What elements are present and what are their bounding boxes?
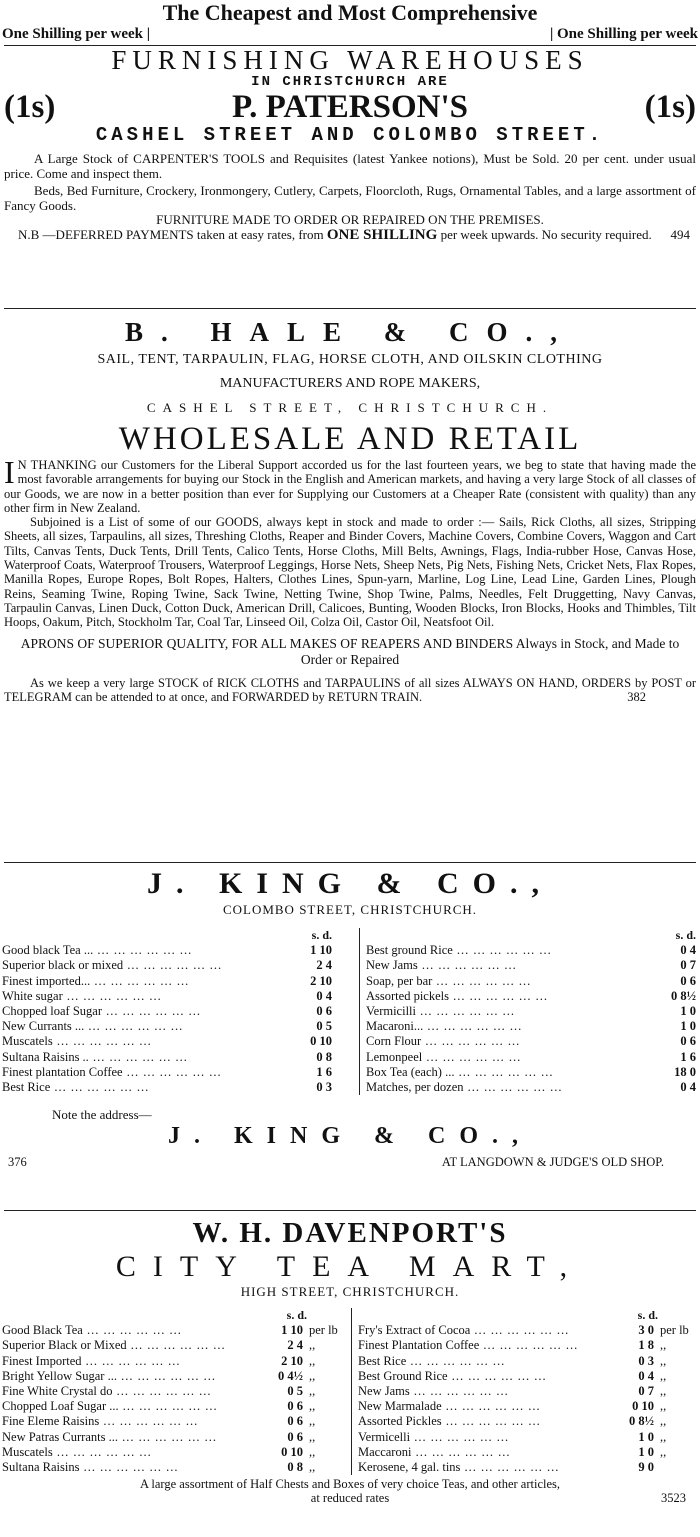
king-price-list [0, 918, 700, 1095]
paterson-made-to-order: FURNITURE MADE TO ORDER OR REPAIRED ON THE PREMISES. [156, 212, 544, 227]
king-advert [0, 866, 700, 1170]
item-price: 0 5 [287, 1384, 303, 1399]
hale-thanks: I N THANKING our Customers for the Liberal Support accorded us for the last fourteen years, we beg to state that having made the most favorable arrangements for buying our Stock in the English and American markets, and having a very large Stock of all classes of our Goods, we are now in a better position than ever for Supplying our Customers at a Cheaper Rate (consistent with quality) than any other firm in New Zealand. [4, 454, 696, 515]
king-right-column [359, 928, 696, 1095]
king-number: 376 [8, 1155, 27, 1170]
item-name: Chopped loaf Sugar ... [2, 1004, 278, 1019]
hale-line2: MANUFACTURERS AND ROPE MAKERS, [219, 376, 481, 391]
price-row [2, 958, 332, 973]
price-row [2, 1004, 332, 1019]
hale-advert [0, 316, 700, 704]
king-address: COLOMBO STREET, CHRISTCHURCH. [222, 902, 478, 917]
item-price: 0 8 [316, 1049, 332, 1064]
price-row [358, 1369, 698, 1384]
item-price: 3 0 [638, 1323, 654, 1338]
item-name: New Marmalade ... [358, 1399, 600, 1414]
hale-aprons: APRONS OF SUPERIOR QUALITY, FOR ALL MAKES OF REAPERS AND BINDERS Always in Stock, and Made to Order or Repaired [20, 635, 680, 667]
price-row [2, 1034, 332, 1049]
shilling-left: One Shilling per week | [2, 26, 151, 42]
price-row [366, 943, 696, 958]
item-unit [654, 1460, 698, 1475]
price-row [358, 1354, 698, 1369]
item-name: Best ground Rice ... [366, 943, 642, 958]
item-price: 1 10 [310, 943, 332, 958]
hale-number: 382 [627, 689, 646, 704]
price-left: (1s) [4, 89, 56, 125]
item-price: 0 6 [680, 1034, 696, 1049]
price-row [366, 1065, 696, 1080]
davenport-left-column [2, 1308, 347, 1475]
price-row [2, 943, 332, 958]
paterson-in-christchurch: IN CHRISTCHURCH ARE [251, 74, 449, 90]
item-price: 1 0 [638, 1429, 654, 1444]
item-unit: ,, [309, 1368, 316, 1383]
item-name: Finest Plantation Coffee ... [358, 1338, 600, 1353]
item-name: Best Ground Rice ... [358, 1369, 600, 1384]
item-name: Kerosene, 4 gal. tins ... [358, 1460, 600, 1475]
item-name: Assorted pickels ... [366, 989, 642, 1004]
item-name: White sugar ... [2, 989, 278, 1004]
price-row [2, 1414, 347, 1429]
item-unit: per lb [660, 1323, 689, 1338]
price-row [366, 989, 696, 1004]
item-price: 2 4 [287, 1338, 303, 1353]
king-left-column [2, 928, 332, 1095]
king-unit-header: s. d. [311, 928, 332, 942]
davenport-unit-header: s. d. [286, 1308, 307, 1322]
price-row [2, 1369, 347, 1384]
item-name: Macaroni... ... [366, 1019, 642, 1034]
item-name: Corn Flour ... [366, 1034, 642, 1049]
price-row [366, 974, 696, 989]
item-unit: ,, [309, 1444, 316, 1459]
item-price: 9 0 [638, 1460, 654, 1475]
item-price: 0 6 [287, 1414, 303, 1429]
price-row [2, 1050, 332, 1065]
king-note: Note the address— [52, 1107, 152, 1123]
hale-stock: As we keep a very large STOCK of RICK CLOTHS and TARPAULINS of all sizes ALWAYS ON HAND, ORDERS by POST or TELEGRAM can be attended to at once, and FORWARDED by RETURN TRAIN. 382 [4, 675, 696, 704]
price-row [358, 1430, 698, 1445]
item-price: 0 10 [632, 1399, 654, 1414]
item-name: Soap, per bar ... [366, 974, 642, 989]
item-price: 0 4½ [278, 1368, 303, 1383]
item-name: New Jams ... [358, 1384, 600, 1399]
item-price: 0 4 [680, 943, 696, 958]
item-name: Good black Tea ... ... [2, 943, 278, 958]
item-name: Bright Yellow Sugar ... ... [2, 1369, 249, 1384]
price-row [2, 1384, 347, 1399]
davenport-number: 3523 [661, 1491, 686, 1506]
item-name: New Jams ... [366, 958, 642, 973]
item-price: 0 4 [638, 1368, 654, 1383]
item-unit: ,, [660, 1414, 667, 1429]
item-name: Superior black or mixed ... [2, 958, 278, 973]
davenport-address: HIGH STREET, CHRISTCHURCH. [240, 1284, 460, 1299]
hale-line1: SAIL, TENT, TARPAULIN, FLAG, HORSE CLOTH, AND OILSKIN CLOTHING [97, 352, 603, 367]
item-name: New Patras Currants ... ... [2, 1430, 249, 1445]
price-row [2, 989, 332, 1004]
item-unit: ,, [309, 1414, 316, 1429]
item-unit: ,, [660, 1444, 667, 1459]
item-name: Fry's Extract of Cocoa ... [358, 1323, 600, 1338]
item-price: 0 5 [316, 1019, 332, 1034]
price-row [366, 1004, 696, 1019]
hale-banner: WHOLESALE AND RETAIL [118, 421, 582, 457]
davenport-mart: CITY TEA MART, [115, 1250, 585, 1283]
price-row [2, 974, 332, 989]
price-row [358, 1414, 698, 1429]
item-unit: ,, [660, 1429, 667, 1444]
item-name: Matches, per dozen ... [366, 1080, 642, 1095]
item-name: Assorted Pickles ... [358, 1414, 600, 1429]
price-row [2, 1354, 347, 1369]
paterson-deferred: N.B —DEFERRED PAYMENTS taken at easy rates, from ONE SHILLING per week upwards. No security required. 494 [4, 228, 696, 243]
item-price: 0 10 [281, 1444, 303, 1459]
item-price: 0 6 [316, 1004, 332, 1019]
item-unit: ,, [309, 1399, 316, 1414]
paterson-address: CASHEL STREET AND COLOMBO STREET. [95, 124, 605, 146]
hale-name: B. HALE & CO., [124, 317, 576, 347]
item-price: 0 7 [680, 958, 696, 973]
item-name: Best Rice ... [2, 1080, 278, 1095]
item-price: 0 4 [680, 1080, 696, 1095]
price-row [366, 1050, 696, 1065]
item-unit: ,, [309, 1384, 316, 1399]
item-name: New Currants ... ... [2, 1019, 278, 1034]
price-row [366, 1034, 696, 1049]
item-name: Sultana Raisins ... [2, 1460, 249, 1475]
paterson-furniture: Beds, Bed Furniture, Crockery, Ironmongery, Cutlery, Carpets, Floorcloth, Rugs, Ornamental Tables, and a large assortment of Fancy Goods. [4, 183, 696, 213]
item-name: Chopped Loaf Sugar ... ... [2, 1399, 249, 1414]
price-row [358, 1445, 698, 1460]
paterson-number: 494 [670, 226, 690, 242]
king-shop: AT LANGDOWN & JUDGE'S OLD SHOP. [441, 1155, 664, 1170]
item-price: 0 6 [287, 1429, 303, 1444]
shilling-right: | One Shilling per week [549, 26, 698, 42]
paterson-headline: The Cheapest and Most Comprehensive [162, 0, 538, 25]
paterson-advert [0, 0, 700, 242]
item-unit: per lb [309, 1323, 338, 1338]
item-price: 0 4 [316, 988, 332, 1003]
davenport-unit-header-right: s. d. [637, 1308, 658, 1322]
item-name: Maccaroni ... [358, 1445, 600, 1460]
item-name: Fine White Crystal do ... [2, 1384, 249, 1399]
item-name: Muscatels ... [2, 1445, 249, 1460]
item-price: 1 0 [638, 1444, 654, 1459]
drop-cap: I [4, 454, 15, 490]
paterson-warehouses: FURNISHING WAREHOUSES [111, 45, 589, 75]
item-name: Vermicilli ... [366, 1004, 642, 1019]
price-row [2, 1338, 347, 1353]
davenport-advert [0, 1216, 700, 1505]
item-unit: ,, [660, 1399, 667, 1414]
hale-goods-list: Subjoined is a List of some of our GOODS, always kept in stock and made to order :— Sails, Rick Cloths, all sizes, Stripping Sheets, all sizes, Tarpaulins, all sizes, Threshing Cloths, Reaper and Binder Covers, Machine Covers, Combine Covers, Waggon and Cart Tilts, Canvas Tents, Duck Tents, Drill Tents, Calico Tents, Horse Cloths, Mill Belts, Awnings, Flags, India-rubber Hose, Canvas Hose, Waterproof Coats, Waterproof Trousers, Waterproof Leggings, Horse Nets, Sheep Nets, Pig Nets, Fishing Nets, Cricket Nets, Flax Ropes, Manilla Ropes, Europe Ropes, Bolt Ropes, Halters, Clothes Lines, Spun-yarn, Marline, Log Line, Lead Line, Garden Lines, Plough Reins, Seaming Twine, Roping Twine, Sack Twine, Netting Twine, Shop Twine, Palms, Needles, Felt Druggetting, Navy Canvas, Tarpaulin Canvas, Linen Duck, Cotton Duck, American Drill, Calicoes, Bunting, Wooden Blocks, Iron Blocks, Hooks and Thimbles, Tilt Hoops, Oakum, Pitch, Stockholm Tar, Coal Tar, Linseed Oil, Colza Oil, Castor Oil, Neatsfoot Oil. [4, 515, 696, 630]
item-price: 2 4 [316, 958, 332, 973]
davenport-footer: A large assortment of Half Chests and Boxes of very choice Teas, and other articles, at reduced rates 3523 [139, 1477, 686, 1506]
item-price: 0 10 [310, 1034, 332, 1049]
item-unit: ,, [660, 1384, 667, 1399]
item-name: Finest plantation Coffee ... [2, 1065, 278, 1080]
item-price: 1 6 [316, 1064, 332, 1079]
price-row [366, 1019, 696, 1034]
davenport-name: W. H. DAVENPORT'S [192, 1217, 508, 1249]
paterson-name: P. PATERSON'S [232, 89, 468, 125]
item-price: 1 0 [680, 1019, 696, 1034]
king-name: J. KING & CO., [147, 867, 553, 900]
item-unit: ,, [660, 1353, 667, 1368]
price-row [358, 1460, 698, 1475]
price-row [358, 1338, 698, 1353]
davenport-right-column [351, 1308, 698, 1475]
item-name: Vermicelli ... [358, 1430, 600, 1445]
item-price: 0 6 [287, 1399, 303, 1414]
price-row [2, 1460, 347, 1475]
price-row [2, 1065, 332, 1080]
price-row [366, 1080, 696, 1095]
item-price: 2 10 [310, 973, 332, 988]
king-name-repeat: J. KING & CO., [168, 1123, 532, 1150]
item-price: 18 0 [674, 1064, 696, 1079]
item-price: 0 3 [316, 1080, 332, 1095]
item-unit: ,, [660, 1338, 667, 1353]
price-row [358, 1399, 698, 1414]
item-unit: ,, [309, 1429, 316, 1444]
item-name: Fine Eleme Raisins ... [2, 1414, 249, 1429]
item-unit: ,, [309, 1353, 316, 1368]
davenport-price-list [0, 1300, 700, 1475]
price-row [2, 1019, 332, 1034]
price-row [2, 1445, 347, 1460]
item-price: 1 10 [281, 1323, 303, 1338]
item-price: 0 8½ [671, 988, 696, 1003]
item-unit: ,, [309, 1460, 316, 1475]
item-name: Finest imported... ... [2, 974, 278, 989]
price-row [366, 958, 696, 973]
item-price: 0 8½ [629, 1414, 654, 1429]
item-name: Superior Black or Mixed ... [2, 1338, 249, 1353]
price-right: (1s) [644, 89, 696, 125]
item-price: 0 8 [287, 1460, 303, 1475]
item-unit: ,, [660, 1368, 667, 1383]
item-name: Box Tea (each) ... ... [366, 1065, 642, 1080]
king-unit-header-right: s. d. [675, 928, 696, 942]
paterson-tools: A Large Stock of CARPENTER'S TOOLS and Requisites (latest Yankee notions), Must be Sold. 20 per cent. under usual price. Come and inspect them. [4, 151, 696, 181]
item-name: Sultana Raisins .. ... [2, 1050, 278, 1065]
item-price: 1 0 [680, 1004, 696, 1019]
item-name: Lemonpeel ... [366, 1050, 642, 1065]
item-price: 0 7 [638, 1384, 654, 1399]
price-row [2, 1430, 347, 1445]
price-row [358, 1384, 698, 1399]
price-row [2, 1080, 332, 1095]
item-unit: ,, [309, 1338, 316, 1353]
item-name: Muscatels ... [2, 1034, 278, 1049]
item-name: Good Black Tea ... [2, 1323, 249, 1338]
item-price: 0 6 [680, 973, 696, 988]
item-price: 1 6 [680, 1049, 696, 1064]
hale-line3: CASHEL STREET, CHRISTCHURCH. [146, 400, 554, 415]
item-price: 2 10 [281, 1353, 303, 1368]
price-row [2, 1399, 347, 1414]
item-name: Finest Imported ... [2, 1354, 249, 1369]
item-price: 0 3 [638, 1353, 654, 1368]
item-name: Best Rice ... [358, 1354, 600, 1369]
price-row [358, 1323, 698, 1338]
price-row [2, 1323, 347, 1338]
item-price: 1 8 [638, 1338, 654, 1353]
